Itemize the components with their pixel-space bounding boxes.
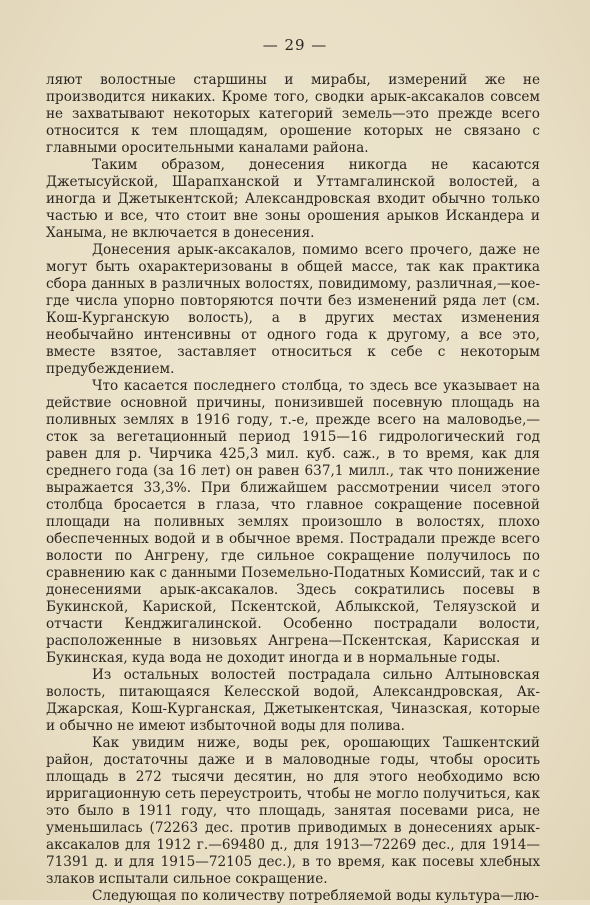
paragraph-4: Что касается последнего столбца, то здесь все указывает на действие основной причины, понизившей посевную площадь на поливных землях в 1916 году, т.-е, прежде всего на маловодье,—сток за вегетационный период 1915—16 гидрологический год равен для р. Чирчика 425,3 мил. куб. саж., в то время, как для среднего года (за 16 лет) он равен 637,1 милл., так что понижение выражается 33,3%. При ближайшем рассмотрении чисел этого столбца бросается в глаза, что главное сокращение посевной площади на поливных землях произошло в волостях, плохо обеспеченных водой и в обычное время. Пострадали прежде всего волости по Ангрену, где сильное сокращение получилось по сравнению как с данными Поземельно-Податных Комиссий, так и с донесениями арык-аксакалов. Здесь сократились посевы в Букинской, Кариской, Пскентской, Аблыкской, Теляузской и отчасти Кенджигалинской. Особенно пострадали волости, расположенные в низовьях Ангрена—Пскентская, Карисская и Букинская, куда вода не доходит иногда и в нормальные годы. xyxy=(46,378,540,666)
paragraph-5: Из остальных волостей пострадала сильно Алтыновская волость, питающаяся Келесской водой, Александровская, Ак-Джарская, Кош-Курганская, Джетыкентская, Чиназская, которые и обычно не имеют избыточной воды для полива. xyxy=(46,667,540,734)
paragraph-2: Таким образом, донесения никогда не касаются Джетысуйской, Шарапханской и Уттамгалинской волостей, а иногда и Джетыкентской; Александровская входит обычно только частью и все, что стоит вне зоны орошения арыков Искандера и Ханыма, не включается в донесения. xyxy=(46,157,540,241)
paragraph-1: ляют волостные старшины и мирабы, измерений же не производится никаких. Кроме того, сводки арык-аксакалов совсем не захватывают некоторых категорий земель—это прежде всего относится к тем площадям, орошение которых не связано с главными оросительными каналами района. xyxy=(46,72,540,156)
paragraph-7: Следующая по количеству потребляемой воды культура—лю- xyxy=(92,888,539,904)
paragraph-3: Донесения арык-аксакалов, помимо всего прочего, даже не могут быть охарактеризованы в общей массе, так как практика сбора данных в различных волостях, повидимому, различная,—кое-где числа упорно повторяются почти без изменений ряда лет (см. Кош-Курганскую волость), а в других местах изменения необычайно интенсивны от одного года к другому, а все это, вместе взятое, заставляет относиться к себе с некоторым предубеждением. xyxy=(46,242,540,377)
paragraph-6: Как увидим ниже, воды рек, орошающих Ташкентский район, достаточны даже и в маловодные годы, чтобы оросить площадь в 272 тысячи десятин, но для этого необходимо всю ирригационную сеть переустроить, чтобы не могло получиться, как это было в 1911 году, что площадь, занятая посевами риса, не уменьшилась (72263 дес. против приводимых в донесениях арык-аксакалов для 1912 г.—69480 д., для 1913—72269 дес., для 1914—71391 д. и для 1915—72105 дес.), в то время, как посевы хлебных злаков испытали сильное сокращение. xyxy=(46,735,540,887)
page-number: — 29 — xyxy=(262,36,328,54)
body-text xyxy=(46,72,540,905)
